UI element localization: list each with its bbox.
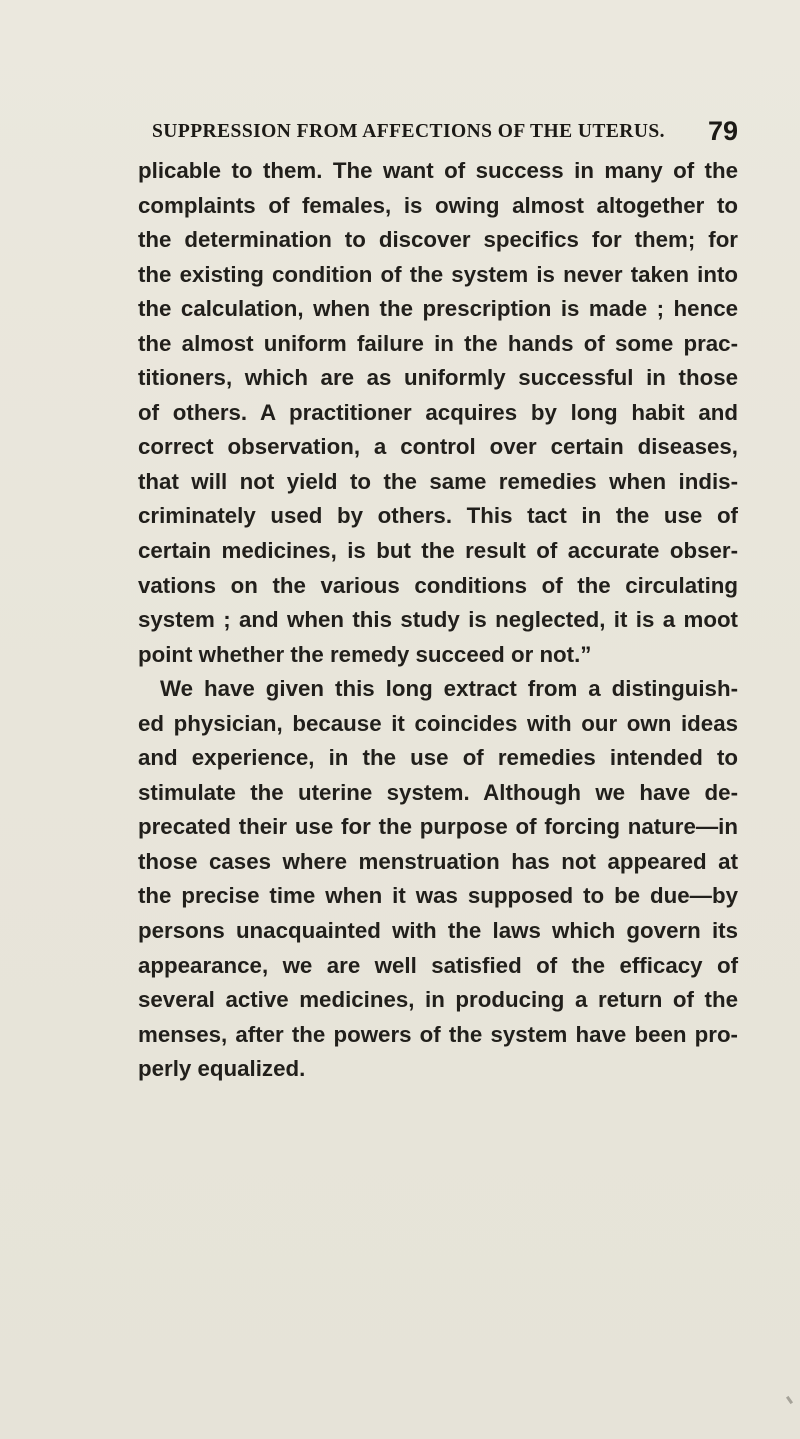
text-line: certain medicines, is but the result of accurate obser-: [138, 538, 738, 564]
page-number: 79: [707, 116, 738, 146]
text-line: that will not yield to the same remedies when indis-: [138, 468, 738, 494]
text-line: those cases where menstruation has not appeared at: [138, 848, 738, 874]
text-line: and experience, in the use of remedies intended to: [138, 745, 738, 771]
text-line: the almost uniform failure in the hands of some prac-: [138, 330, 738, 356]
text-line: vations on the various conditions of the circulating: [138, 572, 738, 598]
text-line: correct observation, a control over certain diseases,: [138, 434, 738, 460]
text-line: stimulate the uterine system. Although we have de-: [138, 779, 738, 805]
running-head: [152, 116, 738, 148]
text-line: plicable to them. The want of success in many of the: [138, 158, 738, 183]
text-line: point whether the remedy succeed or not.”: [138, 641, 592, 667]
running-title: SUPPRESSION FROM AFFECTIONS OF THE UTERUS.: [152, 121, 665, 142]
text-line: criminately used by others. This tact in the use of: [138, 503, 738, 529]
text-line: several active medicines, in producing a return of the: [138, 987, 738, 1013]
text-line: complaints of females, is owing almost altogether to: [138, 192, 738, 218]
text-line: persons unacquainted with the laws which govern its: [138, 918, 738, 944]
text-line: the precise time when it was supposed to be due—by: [138, 883, 738, 909]
text-line: the determination to discover specifics for them; for: [138, 227, 738, 253]
text-line: system ; and when this study is neglected, it is a moot: [138, 607, 738, 633]
text-line: titioners, which are as uniformly successful in those: [138, 365, 738, 391]
text-line: precated their use for the purpose of forcing nature—in: [138, 814, 738, 840]
paper-speck: [786, 1396, 793, 1404]
text-line: appearance, we are well satisfied of the efficacy of: [138, 952, 738, 978]
text-line: ed physician, because it coincides with our own ideas: [138, 710, 738, 736]
text-line: perly equalized.: [138, 1056, 306, 1082]
text-line: the calculation, when the prescription is made ; hence: [138, 296, 738, 322]
text-line: the existing condition of the system is never taken into: [138, 261, 738, 287]
paragraph-first-line: We have given this long extract from a distinguish-: [160, 676, 738, 702]
body-text: [138, 154, 738, 1087]
text-line: of others. A practitioner acquires by long habit and: [138, 399, 738, 425]
text-line: menses, after the powers of the system have been pro-: [138, 1021, 738, 1047]
